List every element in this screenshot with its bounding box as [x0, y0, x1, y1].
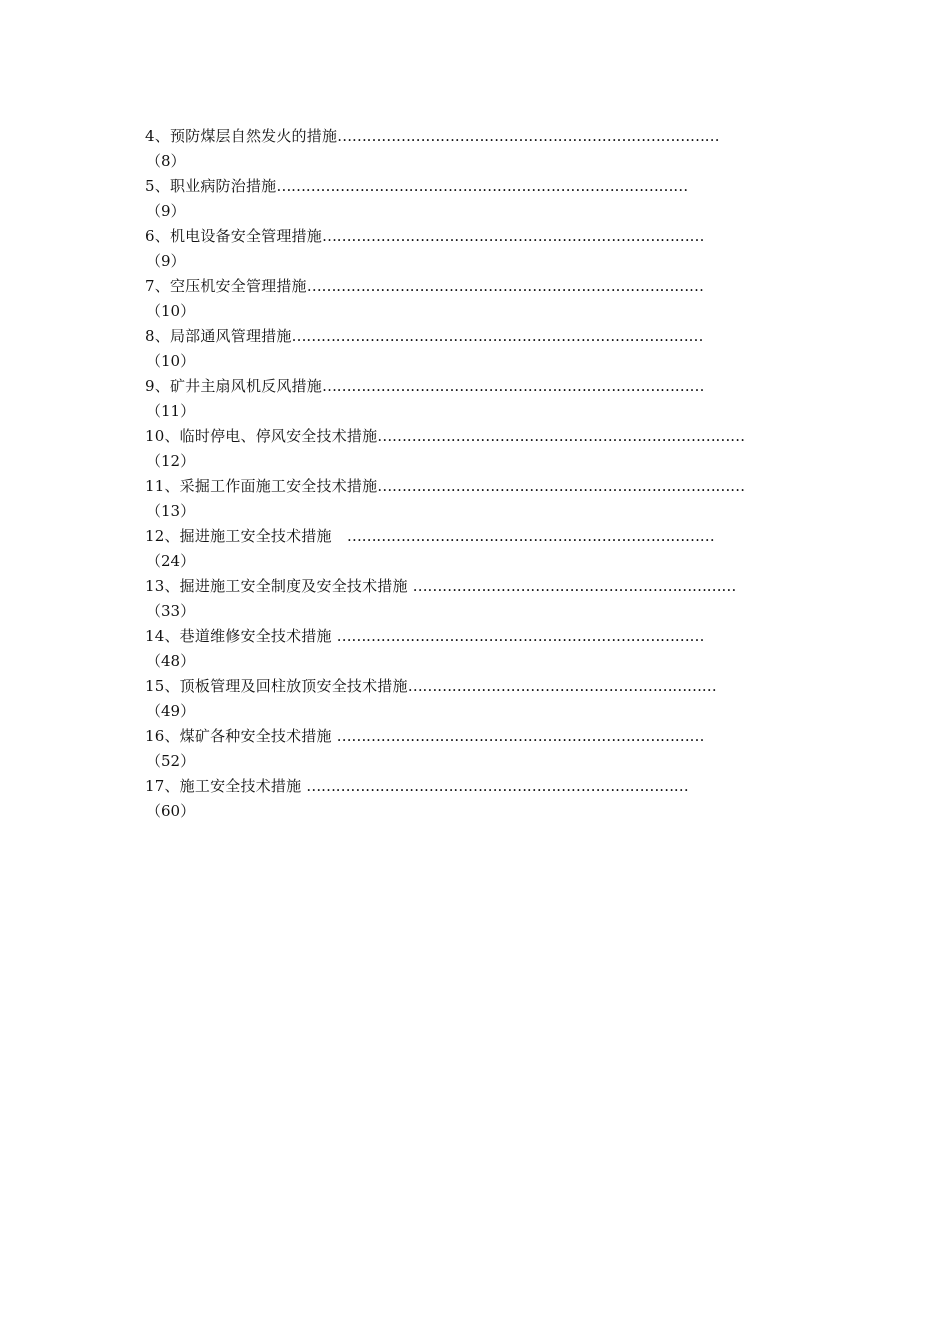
- toc-entry-title: 4、预防煤层自然发火的措施: [145, 127, 338, 145]
- toc-dot-leader: …………………………………………………………………: [377, 477, 745, 495]
- toc-page-number: （9）: [146, 252, 186, 270]
- toc-entry-title: 8、局部通风管理措施: [145, 327, 292, 345]
- toc-entry-title: 12、掘进施工安全技术措施: [145, 527, 347, 545]
- toc-entry: [145, 424, 795, 474]
- toc-entry-line: [145, 774, 795, 799]
- toc-entry-title: 14、巷道维修安全技术措施: [145, 627, 337, 645]
- toc-page-number: （8）: [146, 152, 186, 170]
- toc-entry-line: [145, 474, 795, 499]
- toc-entry: [145, 624, 795, 674]
- toc-entry-title: 16、煤矿各种安全技术措施: [145, 727, 337, 745]
- toc-page-number: （60）: [146, 802, 196, 820]
- toc-page-number: （13）: [146, 502, 196, 520]
- toc-entry-title: 6、机电设备安全管理措施: [145, 227, 322, 245]
- toc-entry: [145, 524, 795, 574]
- toc-entry-line: [145, 574, 795, 599]
- toc-page-number: （11）: [146, 402, 196, 420]
- toc-entry-line: [145, 524, 795, 549]
- toc-page-number: （9）: [146, 202, 186, 220]
- toc-entry-title: 17、施工安全技术措施: [145, 777, 307, 795]
- toc-entry-title: 15、顶板管理及回柱放顶安全技术措施: [145, 677, 408, 695]
- toc-dot-leader: ………………………………………………………: [407, 677, 717, 695]
- toc-entry: [145, 274, 795, 324]
- toc-entry: [145, 374, 795, 424]
- toc-entry-line: [145, 124, 795, 149]
- toc-entry: [145, 324, 795, 374]
- toc-entry: [145, 174, 795, 224]
- toc-entry: [145, 774, 795, 824]
- toc-entry: [145, 574, 795, 624]
- toc-entry: [145, 124, 795, 174]
- toc-page-number: （49）: [146, 702, 196, 720]
- toc-dot-leader: …………………………………………………………………: [377, 427, 745, 445]
- toc-entry-title: 10、临时停电、停风安全技术措施: [145, 427, 378, 445]
- toc-dot-leader: ………………………………………………………………………: [306, 277, 704, 295]
- toc-page-number: （10）: [146, 302, 196, 320]
- toc-entry-title: 13、掘进施工安全制度及安全技术措施: [145, 577, 413, 595]
- toc-entry: [145, 674, 795, 724]
- toc-page-number: （33）: [146, 602, 196, 620]
- toc-dot-leader: …………………………………………………………………………: [276, 177, 688, 195]
- toc-dot-leader: …………………………………………………………………: [336, 627, 705, 645]
- toc-entry-line: [145, 374, 795, 399]
- toc-entry-line: [145, 274, 795, 299]
- toc-entry-title: 11、采掘工作面施工安全技术措施: [145, 477, 378, 495]
- toc-dot-leader: ……………………………………………………………………: [306, 777, 689, 795]
- toc-page-number: （12）: [146, 452, 196, 470]
- toc-page-number: （10）: [146, 352, 196, 370]
- toc-dot-leader: ……………………………………………………………………: [321, 227, 705, 245]
- toc-entry: [145, 474, 795, 524]
- toc-entry-line: [145, 424, 795, 449]
- toc-entry: [145, 224, 795, 274]
- toc-page-number: （48）: [146, 652, 196, 670]
- toc-entry-title: 7、空压机安全管理措施: [145, 277, 307, 295]
- toc-dot-leader: ……………………………………………………………………: [321, 377, 705, 395]
- toc-entry-title: 9、矿井主扇风机反风措施: [145, 377, 322, 395]
- toc-dot-leader: …………………………………………………………: [412, 577, 737, 595]
- toc-entry-line: [145, 224, 795, 249]
- toc-dot-leader: …………………………………………………………………: [336, 727, 705, 745]
- toc-entry-line: [145, 324, 795, 349]
- toc-entry-line: [145, 724, 795, 749]
- toc-dot-leader: …………………………………………………………………………: [291, 327, 704, 345]
- toc-entry-line: [145, 174, 795, 199]
- toc-entry-line: [145, 674, 795, 699]
- toc-dot-leader: …………………………………………………………………: [346, 527, 715, 545]
- toc-entry: [145, 724, 795, 774]
- toc-page-number: （52）: [146, 752, 196, 770]
- toc-page-number: （24）: [146, 552, 196, 570]
- table-of-contents: [145, 124, 795, 824]
- toc-dot-leader: ……………………………………………………………………: [337, 127, 720, 145]
- toc-entry-title: 5、职业病防治措施: [145, 177, 277, 195]
- toc-entry-line: [145, 624, 795, 649]
